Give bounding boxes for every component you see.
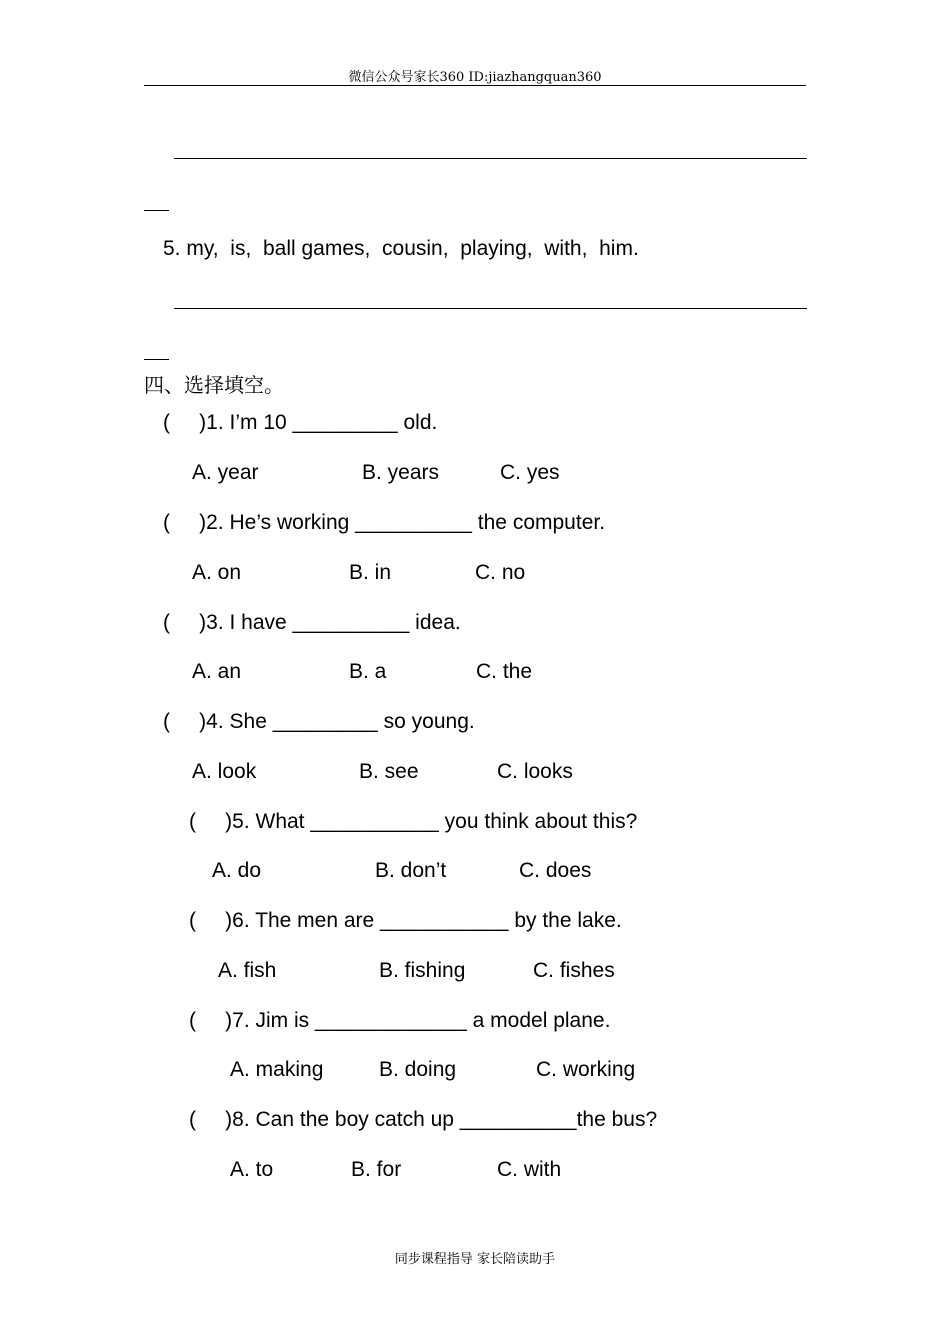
question-3-option-c: C. the: [476, 660, 533, 683]
question-1-stem: ( )1. I’m 10 _________ old.: [163, 411, 438, 434]
question-2-option-b: B. in: [349, 561, 392, 584]
question-4-option-b: B. see: [359, 760, 419, 783]
question-4-stem: ( )4. She _________ so young.: [163, 710, 475, 733]
answer-line-q5-tail: [144, 359, 169, 360]
question-8-option-a: A. to: [230, 1158, 274, 1181]
question-2-option-c: C. no: [475, 561, 526, 584]
answer-line-q5: [174, 308, 807, 309]
question-5-option-a: A. do: [212, 859, 262, 882]
question-2-option-a: A. on: [192, 561, 242, 584]
question-3-option-a: A. an: [192, 660, 242, 683]
question-6-option-c: C. fishes: [533, 959, 615, 982]
question-6-option-a: A. fish: [218, 959, 277, 982]
question-6-stem: ( )6. The men are ___________ by the lake.: [189, 909, 622, 932]
question-8-option-c: C. with: [497, 1158, 562, 1181]
question-5-stem: ( )5. What ___________ you think about this?: [189, 810, 638, 833]
question-8-option-b: B. for: [351, 1158, 402, 1181]
question-7-option-c: C. working: [536, 1058, 636, 1081]
question-4-option-a: A. look: [192, 760, 257, 783]
question-6-option-b: B. fishing: [379, 959, 466, 982]
reorder-question-5: 5. my, is, ball games, cousin, playing, with, him.: [163, 237, 639, 260]
page-footer: 同步课程指导 家长陪读助手: [394, 1252, 556, 1267]
question-7-option-b: B. doing: [379, 1058, 457, 1081]
question-1-option-b: B. years: [362, 461, 440, 484]
question-5-option-c: C. does: [519, 859, 592, 882]
question-3-stem: ( )3. I have __________ idea.: [163, 611, 461, 634]
header-divider: [144, 85, 806, 86]
question-3-option-b: B. a: [349, 660, 387, 683]
answer-line-q4: [174, 158, 807, 159]
question-4-option-c: C. looks: [497, 760, 573, 783]
question-7-option-a: A. making: [230, 1058, 324, 1081]
section-title: 四、选择填空。: [144, 373, 284, 397]
question-8-stem: ( )8. Can the boy catch up __________the bus?: [189, 1108, 658, 1131]
question-1-option-a: A. year: [192, 461, 259, 484]
page-header: 微信公众号家长360 ID:jiazhangquan360: [348, 70, 602, 85]
question-7-stem: ( )7. Jim is _____________ a model plane.: [189, 1009, 611, 1032]
question-5-option-b: B. don’t: [375, 859, 447, 882]
question-1-option-c: C. yes: [500, 461, 560, 484]
answer-line-q4-tail: [144, 210, 169, 211]
question-2-stem: ( )2. He’s working __________ the computer.: [163, 511, 606, 534]
